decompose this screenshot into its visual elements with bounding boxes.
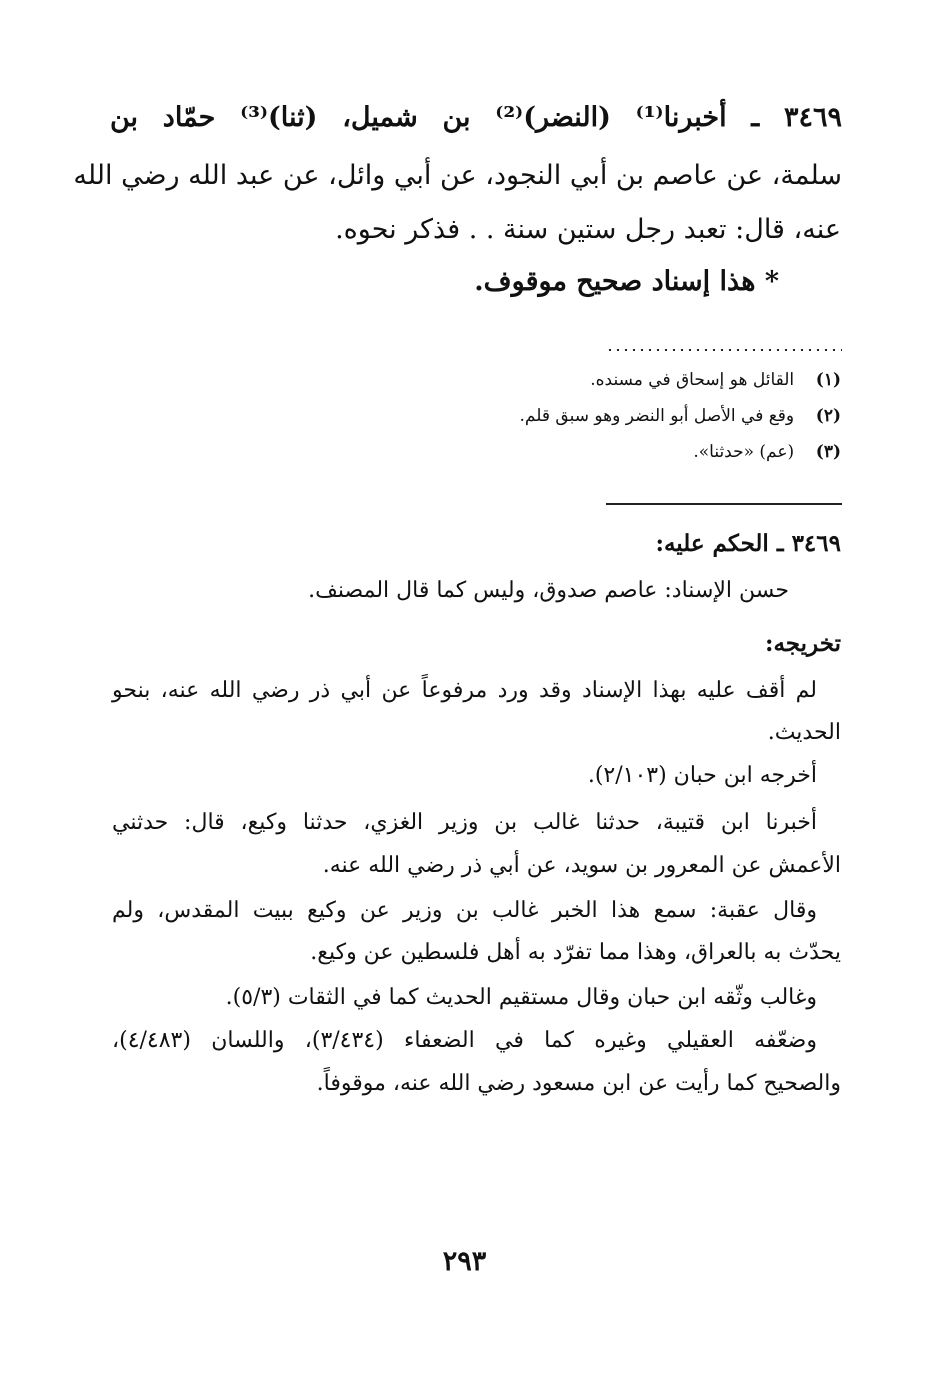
hadith-line-3: عنه، قال: تعبد رجل ستين سنة . . فذكر نحوه. — [335, 214, 841, 245]
footnote-1 — [590, 368, 841, 392]
footnote-number: (١) — [815, 370, 841, 390]
takhrij-p2: أخرجه ابن حبان (٢/١٠٣). — [587, 763, 817, 788]
commentary-separator — [606, 503, 842, 505]
footnote-text: وقع في الأصل أبو النضر وهو سبق قلم. — [519, 406, 795, 426]
takhrij-p6-line1: وضعّفه العقيلي وغيره كما في الضعفاء (٣/٤٣٤)، واللسان (٤/٤٨٣)، — [112, 1028, 817, 1053]
footnote-number: (٣) — [815, 442, 841, 462]
hadith-line-1: ٣٤٦٩ ـ أخبرنا⁽¹⁾ (النضر)⁽²⁾ بن شميل، (ثنا)⁽³⁾ حمّاد بن — [110, 102, 842, 133]
footnote-text: (عم) «حدثنا». — [693, 442, 795, 462]
footnote-text: القائل هو إسحاق في مسنده. — [590, 370, 795, 390]
footnote-separator — [606, 349, 842, 351]
takhrij-p3-line2: الأعمش عن المعرور بن سويد، عن أبي ذر رضي الله عنه. — [322, 853, 841, 878]
takhrij-p1-line1: لم أقف عليه بهذا الإسناد وقد ورد مرفوعاً عن أبي ذر رضي الله عنه، بنحو — [112, 678, 817, 703]
takhrij-p4-line1: وقال عقبة: سمع هذا الخبر غالب بن وزير عن وكيع ببيت المقدس، ولم — [112, 898, 817, 923]
page-number: ٢٩٣ — [442, 1246, 487, 1277]
footnote-3 — [693, 440, 841, 464]
ruling-heading: ٣٤٦٩ ـ الحكم عليه: — [655, 530, 841, 557]
footnote-2 — [520, 404, 841, 428]
takhrij-p1-line2: الحديث. — [767, 720, 841, 745]
hadith-line-2: سلمة، عن عاصم بن أبي النجود، عن أبي وائل، عن عبد الله رضي الله — [73, 160, 842, 191]
takhrij-p3-line1: أخبرنا ابن قتيبة، حدثنا غالب بن وزير الغزي، حدثنا وكيع، قال: حدثني — [112, 810, 817, 835]
takhrij-p5: وغالب وثّقه ابن حبان وقال مستقيم الحديث كما في الثقات (٥/٣). — [225, 985, 817, 1010]
footnote-number: (٢) — [815, 406, 841, 426]
verdict: * هذا إسناد صحيح موقوف. — [474, 266, 779, 297]
takhrij-heading: تخريجه: — [764, 630, 841, 657]
takhrij-p4-line2: يحدّث به بالعراق، وهذا مما تفرّد به أهل فلسطين عن وكيع. — [310, 940, 841, 965]
ruling-text: حسن الإسناد: عاصم صدوق، وليس كما قال المصنف. — [308, 578, 789, 603]
takhrij-p6-line2: والصحيح كما رأيت عن ابن مسعود رضي الله عنه، موقوفاً. — [316, 1071, 841, 1096]
